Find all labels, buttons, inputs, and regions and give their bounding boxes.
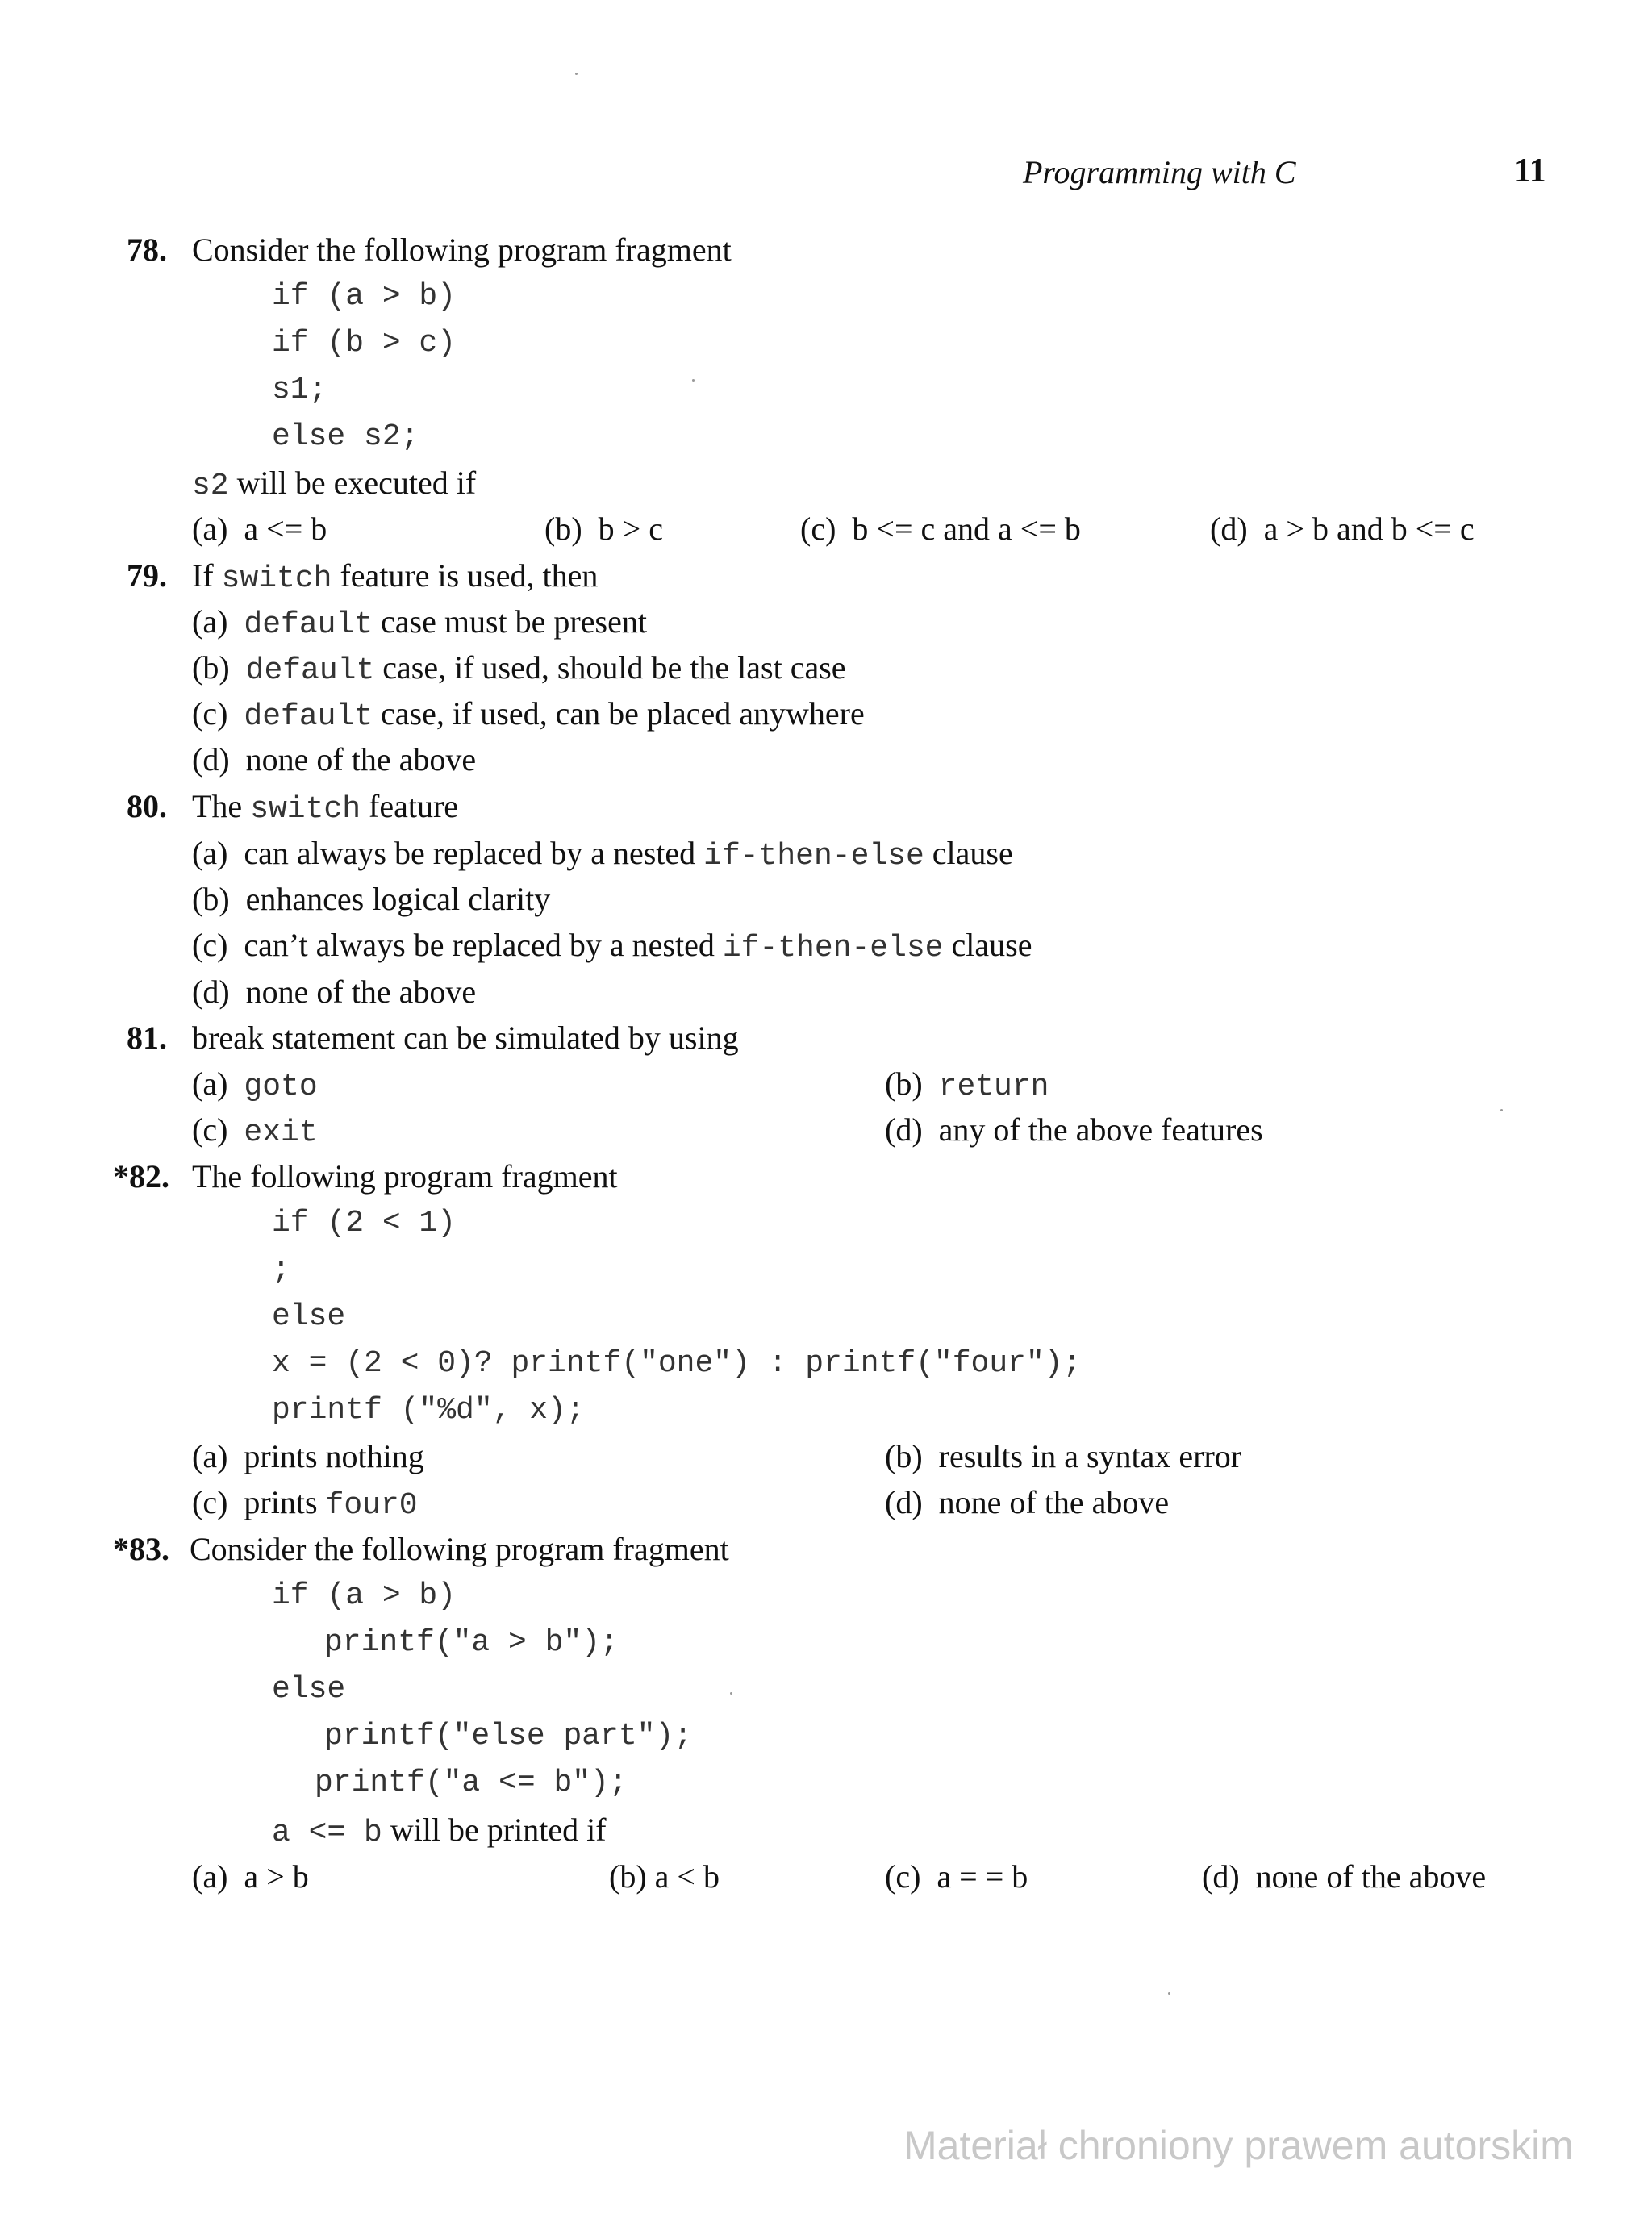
option-c: [885, 1858, 1028, 1896]
option-c: [800, 510, 1081, 548]
option-label: (d): [192, 974, 230, 1010]
question-tail: [192, 464, 476, 506]
inline-code: switch: [250, 792, 361, 827]
option-text: enhances logical clarity: [245, 881, 551, 917]
option-a: [192, 1858, 309, 1896]
code-line: x = (2 < 0)? printf("one") : printf("four");: [272, 1346, 1082, 1381]
page-number: 11: [1514, 152, 1546, 190]
inline-code: s2: [192, 469, 229, 503]
option-text: a <= b: [244, 511, 327, 547]
question-prompt: The following program fragment: [192, 1158, 618, 1195]
option-label: (c): [885, 1858, 921, 1895]
question-prompt: [192, 787, 458, 829]
question-number: 79.: [127, 557, 167, 594]
prompt-text: feature is used, then: [332, 557, 599, 594]
option-label: (d): [1210, 511, 1248, 547]
option-text: clause: [924, 835, 1013, 871]
option-b: [192, 880, 550, 919]
question-number: 78.: [127, 231, 167, 268]
option-a: [192, 834, 1013, 876]
option-label: (b): [885, 1438, 923, 1474]
option-b: [885, 1437, 1241, 1476]
option-b: [609, 1858, 720, 1896]
option-text: can always be replaced by a nested: [244, 835, 704, 871]
option-label: (c): [192, 1484, 228, 1520]
code-line: if (2 < 1): [272, 1206, 457, 1241]
option-label: (d): [885, 1484, 923, 1520]
option-text: none of the above: [938, 1484, 1170, 1520]
code-line: printf("else part");: [324, 1719, 693, 1753]
question-prompt: Consider the following program fragment: [190, 1531, 729, 1567]
tail-text: will be executed if: [228, 465, 477, 501]
inline-code: four0: [325, 1488, 418, 1523]
code-line: s1;: [272, 373, 327, 407]
option-text: case, if used, can be placed anywhere: [373, 695, 865, 732]
scan-speck: [1168, 1992, 1170, 1995]
code-line: if (a > b): [272, 279, 457, 314]
inline-code: a <= b: [272, 1816, 382, 1850]
inline-code: switch: [221, 561, 332, 596]
option-b: [192, 648, 846, 690]
option-b: [544, 510, 663, 548]
option-label: (a): [192, 1065, 228, 1102]
option-d: [885, 1483, 1169, 1522]
inline-code: default: [245, 653, 375, 688]
option-a: [192, 1437, 424, 1476]
question-number: *82.: [113, 1158, 169, 1195]
option-label: (c): [192, 927, 228, 963]
option-label: (a): [192, 835, 228, 871]
option-label: (a): [192, 603, 228, 640]
option-d: [1202, 1858, 1486, 1896]
option-c: [192, 694, 865, 736]
option-d: [192, 973, 476, 1011]
question-tail: [272, 1811, 607, 1853]
prompt-text: If: [192, 557, 222, 594]
scan-speck: [692, 379, 695, 382]
option-label: (c): [192, 695, 228, 732]
question-prompt: [192, 557, 598, 598]
option-c: [192, 1111, 318, 1153]
option-text: a = = b: [937, 1858, 1028, 1895]
code-line: if (a > b): [272, 1578, 457, 1613]
option-label: (b): [885, 1065, 923, 1102]
option-a: [192, 510, 327, 548]
option-label: (b): [544, 511, 582, 547]
option-b: [885, 1065, 1049, 1107]
code-line: else: [272, 1672, 346, 1707]
question-number: 80.: [127, 788, 167, 824]
option-text: a < b: [654, 1858, 720, 1895]
option-label: (b): [192, 881, 230, 917]
scan-speck: [575, 73, 578, 75]
question-number: *83.: [113, 1531, 169, 1567]
inline-code: goto: [244, 1070, 318, 1104]
option-c: [192, 926, 1032, 968]
option-label: (c): [800, 511, 836, 547]
option-label: (d): [192, 741, 230, 778]
inline-code: exit: [244, 1115, 318, 1150]
prompt-text: feature: [361, 788, 459, 824]
option-label: (b): [609, 1858, 647, 1895]
question-number: 81.: [127, 1020, 167, 1056]
option-c: [192, 1483, 418, 1525]
option-text: case must be present: [373, 603, 647, 640]
option-text: a > b: [244, 1858, 309, 1895]
option-text: b > c: [598, 511, 663, 547]
option-label: (a): [192, 1858, 228, 1895]
prompt-text: The: [192, 788, 251, 824]
option-text: case, if used, should be the last case: [374, 649, 846, 686]
inline-code: default: [244, 607, 373, 642]
option-label: (b): [192, 649, 230, 686]
code-line: printf("a > b");: [324, 1625, 619, 1660]
option-text: none of the above: [1255, 1858, 1487, 1895]
code-line: ;: [272, 1253, 290, 1287]
option-d: [1210, 510, 1475, 548]
option-label: (c): [192, 1111, 228, 1148]
inline-code: default: [244, 699, 373, 734]
option-text: prints nothing: [244, 1438, 424, 1474]
option-text: a > b and b <= c: [1263, 511, 1475, 547]
option-text: prints: [244, 1484, 326, 1520]
option-label: (a): [192, 511, 228, 547]
code-line: if (b > c): [272, 326, 457, 361]
question-prompt: Consider the following program fragment: [192, 231, 732, 268]
option-text: can’t always be replaced by a nested: [244, 927, 723, 963]
question-prompt: break statement can be simulated by using: [192, 1020, 739, 1056]
option-label: (d): [885, 1111, 923, 1148]
option-d: [192, 740, 476, 779]
inline-code: if-then-else: [703, 839, 924, 874]
inline-code: if-then-else: [722, 931, 944, 965]
option-text: none of the above: [245, 741, 477, 778]
option-text: none of the above: [245, 974, 477, 1010]
option-text: clause: [943, 927, 1032, 963]
scan-speck: [730, 1692, 732, 1695]
option-label: (d): [1202, 1858, 1240, 1895]
option-label: (a): [192, 1438, 228, 1474]
option-a: [192, 603, 647, 644]
scan-speck: [1500, 1109, 1503, 1111]
inline-code: return: [938, 1070, 1049, 1104]
option-text: b <= c and a <= b: [852, 511, 1081, 547]
tail-text: will be printed if: [382, 1812, 607, 1848]
copyright-watermark: Materiał chroniony prawem autorskim: [903, 2123, 1574, 2168]
option-a: [192, 1065, 318, 1107]
code-line: printf ("%d", x);: [272, 1393, 585, 1428]
code-line: else s2;: [272, 419, 419, 454]
code-line: else: [272, 1299, 346, 1334]
option-text: any of the above features: [938, 1111, 1263, 1148]
option-text: results in a syntax error: [938, 1438, 1242, 1474]
option-d: [885, 1111, 1263, 1149]
running-header-title: Programming with C: [1023, 154, 1296, 190]
code-line: printf("a <= b");: [315, 1766, 628, 1800]
